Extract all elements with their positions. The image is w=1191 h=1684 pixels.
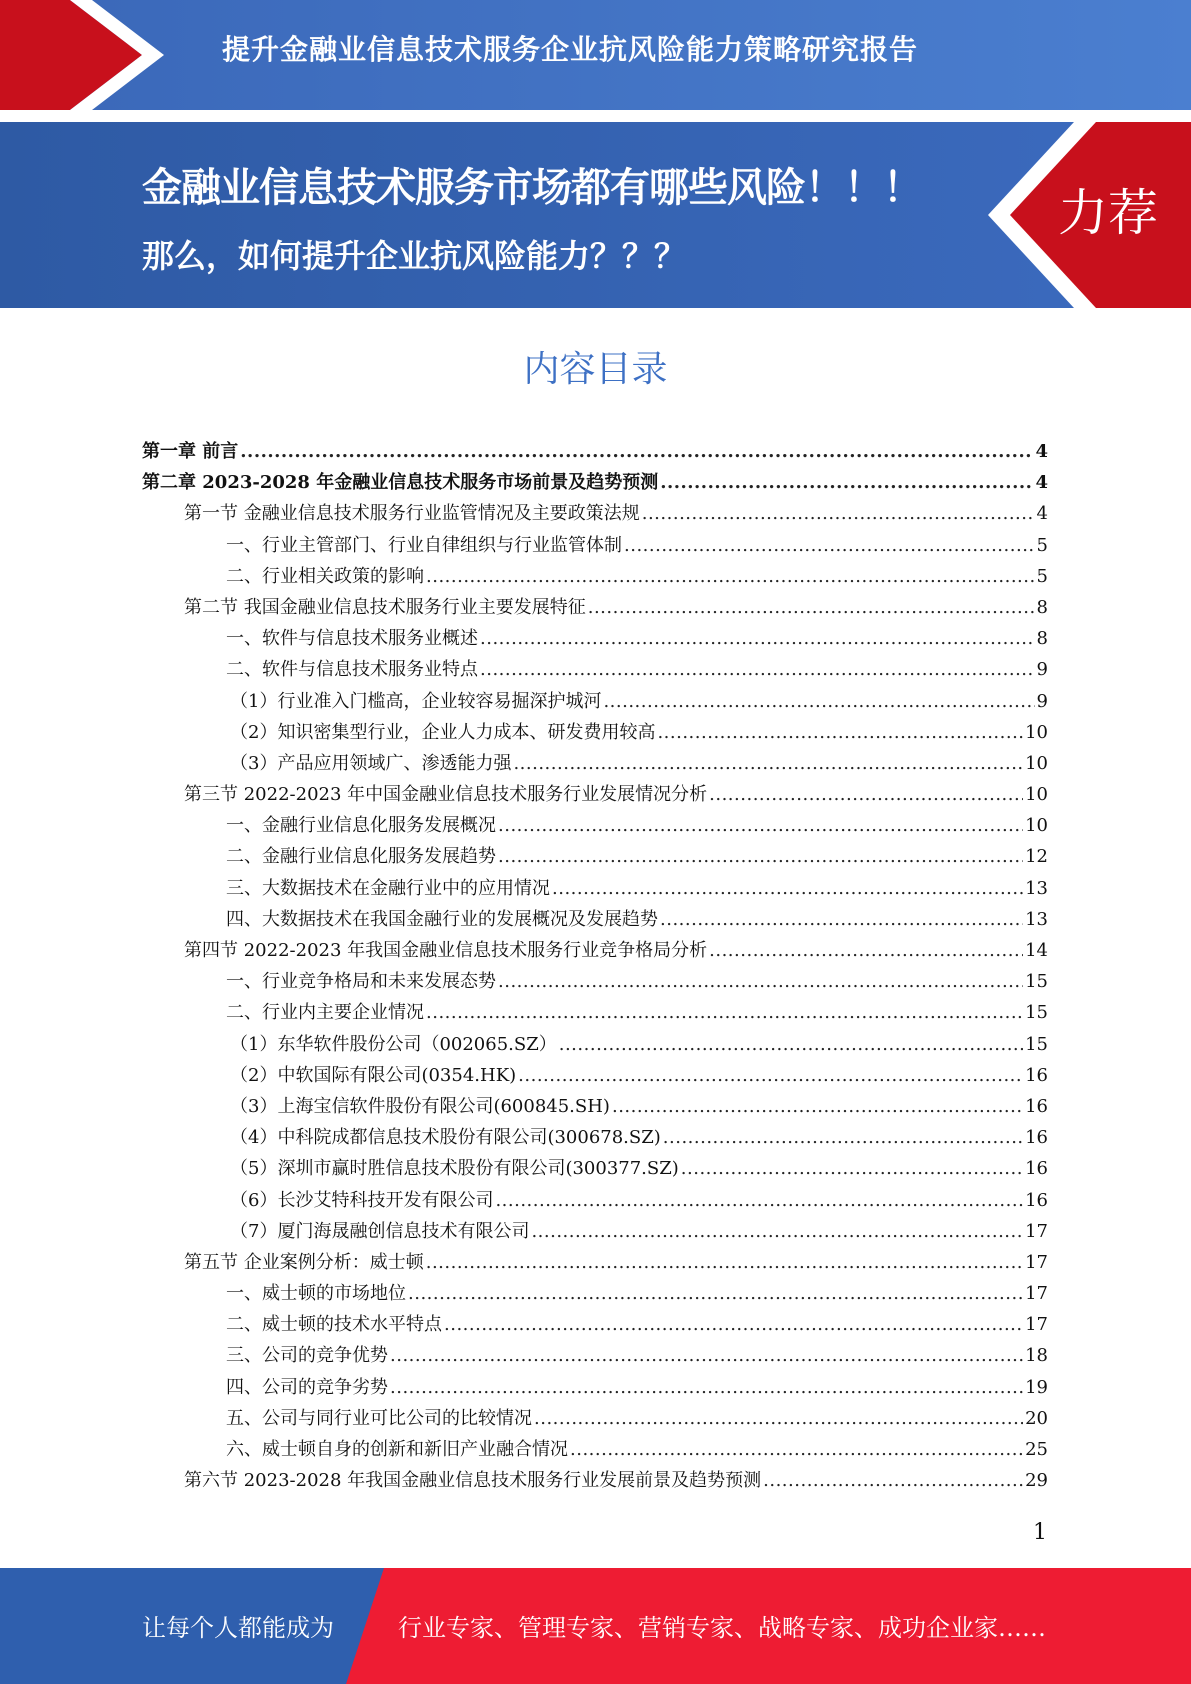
toc-entry-title: 第三节 2022-2023 年中国金融业信息技术服务行业发展情况分析: [184, 784, 708, 806]
toc-entry-title: （7）厦门海晟融创信息技术有限公司: [230, 1220, 530, 1242]
toc-entry-title: 四、大数据技术在我国金融行业的发展概况及发展趋势: [226, 908, 658, 930]
toc-dot-leader: [426, 997, 1023, 1028]
toc-entry[interactable]: [142, 1434, 1048, 1465]
toc-entry-title: （3）上海宝信软件股份有限公司(600845.SH): [230, 1095, 610, 1117]
toc-entry[interactable]: [142, 436, 1048, 467]
toc-entry-page: 15: [1025, 1002, 1048, 1024]
toc-dot-leader: [518, 1060, 1023, 1091]
toc-entry[interactable]: [142, 1153, 1048, 1184]
toc-entry-title: 第一节 金融业信息技术服务行业监管情况及主要政策法规: [184, 503, 640, 525]
toc-entry-page: 18: [1025, 1345, 1048, 1367]
toc-dot-leader: [624, 530, 1035, 561]
toc-dot-leader: [570, 1434, 1023, 1465]
toc-entry-title: （1）东华软件股份公司（002065.SZ）: [230, 1033, 557, 1055]
banner-separator: [0, 110, 1191, 122]
hero-headline: 金融业信息技术服务市场都有哪些风险！！！: [142, 165, 922, 211]
toc-dot-leader: [426, 1247, 1023, 1278]
toc-entry-page: 20: [1025, 1407, 1048, 1429]
toc-entry[interactable]: [142, 530, 1048, 561]
toc-entry-title: 二、威士顿的技术水平特点: [226, 1314, 442, 1336]
toc-entry-title: 一、行业主管部门、行业自律组织与行业监管体制: [226, 534, 622, 556]
toc-entry[interactable]: [142, 623, 1048, 654]
toc-entry-title: 三、大数据技术在金融行业中的应用情况: [226, 877, 550, 899]
toc-dot-leader: [480, 654, 1035, 685]
footer-banner: [0, 1568, 1191, 1684]
toc-dot-leader: [240, 436, 1033, 467]
toc-dot-leader: [552, 873, 1023, 904]
toc-entry-title: （2）中软国际有限公司(0354.HK): [230, 1064, 517, 1086]
toc-entry-title: 一、行业竞争格局和未来发展态势: [226, 971, 496, 993]
toc-entry-page: 14: [1025, 940, 1048, 961]
toc-entry-page: 19: [1025, 1376, 1048, 1398]
toc-dot-leader: [663, 1122, 1023, 1153]
toc-dot-leader: [660, 904, 1023, 935]
toc-entry[interactable]: [142, 1029, 1048, 1060]
toc-dot-leader: [444, 1309, 1023, 1340]
toc-entry-page: 4: [1035, 441, 1048, 462]
toc-entry-page: 25: [1025, 1439, 1048, 1460]
toc-entry-title: 三、公司的竞争优势: [226, 1345, 388, 1367]
toc-entry-page: 5: [1036, 534, 1048, 556]
toc-entry-title: （5）深圳市赢时胜信息技术股份有限公司(300377.SZ): [230, 1158, 679, 1180]
toc-entry[interactable]: [142, 997, 1048, 1028]
footer-slogan-left: 让每个人都能成为: [142, 1614, 334, 1642]
top-banner: [0, 0, 1191, 110]
toc-entry-page: 9: [1036, 659, 1048, 681]
toc-entry-title: 五、公司与同行业可比公司的比较情况: [226, 1407, 532, 1429]
toc-entry[interactable]: [142, 1122, 1048, 1153]
toc-dot-leader: [534, 1403, 1023, 1434]
toc-entry[interactable]: [142, 873, 1048, 904]
toc-entry-title: 第一章 前言: [142, 441, 239, 462]
toc-entry[interactable]: [142, 841, 1048, 872]
toc-entry-title: （3）产品应用领域广、渗透能力强: [230, 752, 512, 774]
toc-dot-leader: [709, 779, 1023, 810]
toc-entry[interactable]: [142, 561, 1048, 592]
report-title: 提升金融业信息技术服务企业抗风险能力策略研究报告: [222, 33, 919, 66]
toc-entry[interactable]: [142, 467, 1048, 498]
toc-dot-leader: [513, 748, 1023, 779]
toc-entry[interactable]: [142, 1185, 1048, 1216]
footer-slogan-right: 行业专家、管理专家、营销专家、战略专家、成功企业家……: [398, 1614, 1046, 1642]
table-of-contents: [142, 436, 1048, 1496]
toc-entry-page: 4: [1035, 472, 1048, 494]
toc-dot-leader: [390, 1372, 1023, 1403]
toc-entry[interactable]: [142, 810, 1048, 841]
toc-entry[interactable]: [142, 1340, 1048, 1371]
toc-dot-leader: [498, 966, 1023, 997]
toc-entry[interactable]: [142, 779, 1048, 810]
toc-dot-leader: [588, 592, 1035, 623]
toc-entry[interactable]: [142, 1247, 1048, 1278]
toc-dot-leader: [498, 841, 1023, 872]
toc-entry[interactable]: [142, 1278, 1048, 1309]
toc-entry-title: （4）中科院成都信息技术股份有限公司(300678.SZ): [230, 1127, 661, 1149]
toc-dot-leader: [612, 1091, 1023, 1122]
toc-entry[interactable]: [142, 717, 1048, 748]
toc-entry-page: 16: [1025, 1189, 1048, 1211]
hero-subheadline: 那么，如何提升企业抗风险能力？？？: [142, 237, 687, 275]
toc-entry-page: 4: [1036, 503, 1048, 525]
toc-entry-title: 第六节 2023-2028 年我国金融业信息技术服务行业发展前景及趋势预测: [184, 1470, 762, 1492]
toc-entry[interactable]: [142, 1216, 1048, 1247]
recommend-badge: 力荐: [1058, 184, 1158, 242]
toc-dot-leader: [559, 1029, 1023, 1060]
toc-entry-page: 8: [1036, 596, 1048, 618]
toc-entry-page: 5: [1036, 565, 1048, 587]
toc-entry[interactable]: [142, 1060, 1048, 1091]
toc-dot-leader: [498, 810, 1023, 841]
toc-entry-page: 17: [1025, 1251, 1048, 1273]
toc-entry[interactable]: [142, 1091, 1048, 1122]
toc-entry-page: 16: [1025, 1095, 1048, 1117]
toc-dot-leader: [642, 498, 1035, 529]
toc-dot-leader: [408, 1278, 1023, 1309]
toc-entry[interactable]: [142, 1465, 1048, 1496]
toc-dot-leader: [603, 686, 1034, 717]
toc-entry-page: 16: [1025, 1064, 1048, 1086]
toc-entry-title: 第二节 我国金融业信息技术服务行业主要发展特征: [184, 596, 586, 618]
toc-entry-title: （2）知识密集型行业，企业人力成本、研发费用较高: [230, 721, 656, 743]
hero-banner: [0, 122, 1191, 308]
toc-entry[interactable]: [142, 498, 1048, 529]
toc-entry-page: 8: [1036, 628, 1048, 650]
toc-entry-title: （6）长沙艾特科技开发有限公司: [230, 1189, 494, 1211]
toc-entry[interactable]: [142, 904, 1048, 935]
page-number: 1: [1033, 1520, 1047, 1545]
toc-dot-leader: [390, 1340, 1023, 1371]
toc-entry-page: 17: [1025, 1220, 1048, 1242]
toc-entry[interactable]: [142, 1309, 1048, 1340]
toc-entry-page: 29: [1025, 1470, 1048, 1492]
toc-entry-title: 第五节 企业案例分析：威士顿: [184, 1251, 424, 1273]
toc-entry-title: 二、软件与信息技术服务业特点: [226, 659, 478, 681]
toc-entry[interactable]: [142, 966, 1048, 997]
toc-dot-leader: [709, 935, 1023, 966]
toc-entry[interactable]: [142, 935, 1048, 966]
toc-entry-title: 第二章 2023-2028 年金融业信息技术服务市场前景及趋势预测: [142, 472, 659, 494]
toc-entry[interactable]: [142, 592, 1048, 623]
toc-dot-leader: [681, 1153, 1023, 1184]
toc-entry-title: 一、金融行业信息化服务发展概况: [226, 815, 496, 837]
toc-entry-title: 二、行业内主要企业情况: [226, 1002, 424, 1024]
toc-entry-title: 第四节 2022-2023 年我国金融业信息技术服务行业竞争格局分析: [184, 940, 708, 961]
toc-entry-page: 12: [1025, 846, 1048, 868]
toc-dot-leader: [426, 561, 1035, 592]
toc-entry-page: 16: [1025, 1127, 1048, 1149]
toc-dot-leader: [657, 717, 1023, 748]
toc-entry[interactable]: [142, 1372, 1048, 1403]
toc-entry-page: 17: [1025, 1314, 1048, 1336]
toc-title: 内容目录: [523, 349, 668, 390]
toc-entry-title: 六、威士顿自身的创新和新旧产业融合情况: [226, 1439, 568, 1460]
toc-dot-leader: [763, 1465, 1023, 1496]
toc-entry[interactable]: [142, 1403, 1048, 1434]
toc-dot-leader: [495, 1185, 1023, 1216]
toc-dot-leader: [660, 467, 1033, 498]
toc-entry-page: 10: [1025, 721, 1048, 743]
toc-entry-page: 15: [1025, 971, 1048, 993]
toc-entry-page: 13: [1025, 877, 1048, 899]
toc-entry[interactable]: [142, 748, 1048, 779]
toc-entry-title: （1）行业准入门槛高，企业较容易掘深护城河: [230, 690, 602, 712]
toc-entry-title: 一、软件与信息技术服务业概述: [226, 628, 478, 650]
toc-entry-title: 一、威士顿的市场地位: [226, 1283, 406, 1305]
toc-entry-title: 二、金融行业信息化服务发展趋势: [226, 846, 496, 868]
toc-entry-page: 15: [1025, 1033, 1048, 1055]
toc-entry-page: 13: [1025, 908, 1048, 930]
toc-entry-page: 10: [1025, 752, 1048, 774]
toc-dot-leader: [480, 623, 1035, 654]
toc-entry-page: 10: [1025, 784, 1048, 806]
toc-entry-title: 四、公司的竞争劣势: [226, 1376, 388, 1398]
toc-entry-page: 10: [1025, 815, 1048, 837]
toc-entry-title: 二、行业相关政策的影响: [226, 565, 424, 587]
toc-entry[interactable]: [142, 686, 1048, 717]
toc-entry-page: 9: [1036, 690, 1048, 712]
toc-entry[interactable]: [142, 654, 1048, 685]
toc-entry-page: 16: [1025, 1158, 1048, 1180]
toc-dot-leader: [531, 1216, 1023, 1247]
toc-entry-page: 17: [1025, 1283, 1048, 1305]
